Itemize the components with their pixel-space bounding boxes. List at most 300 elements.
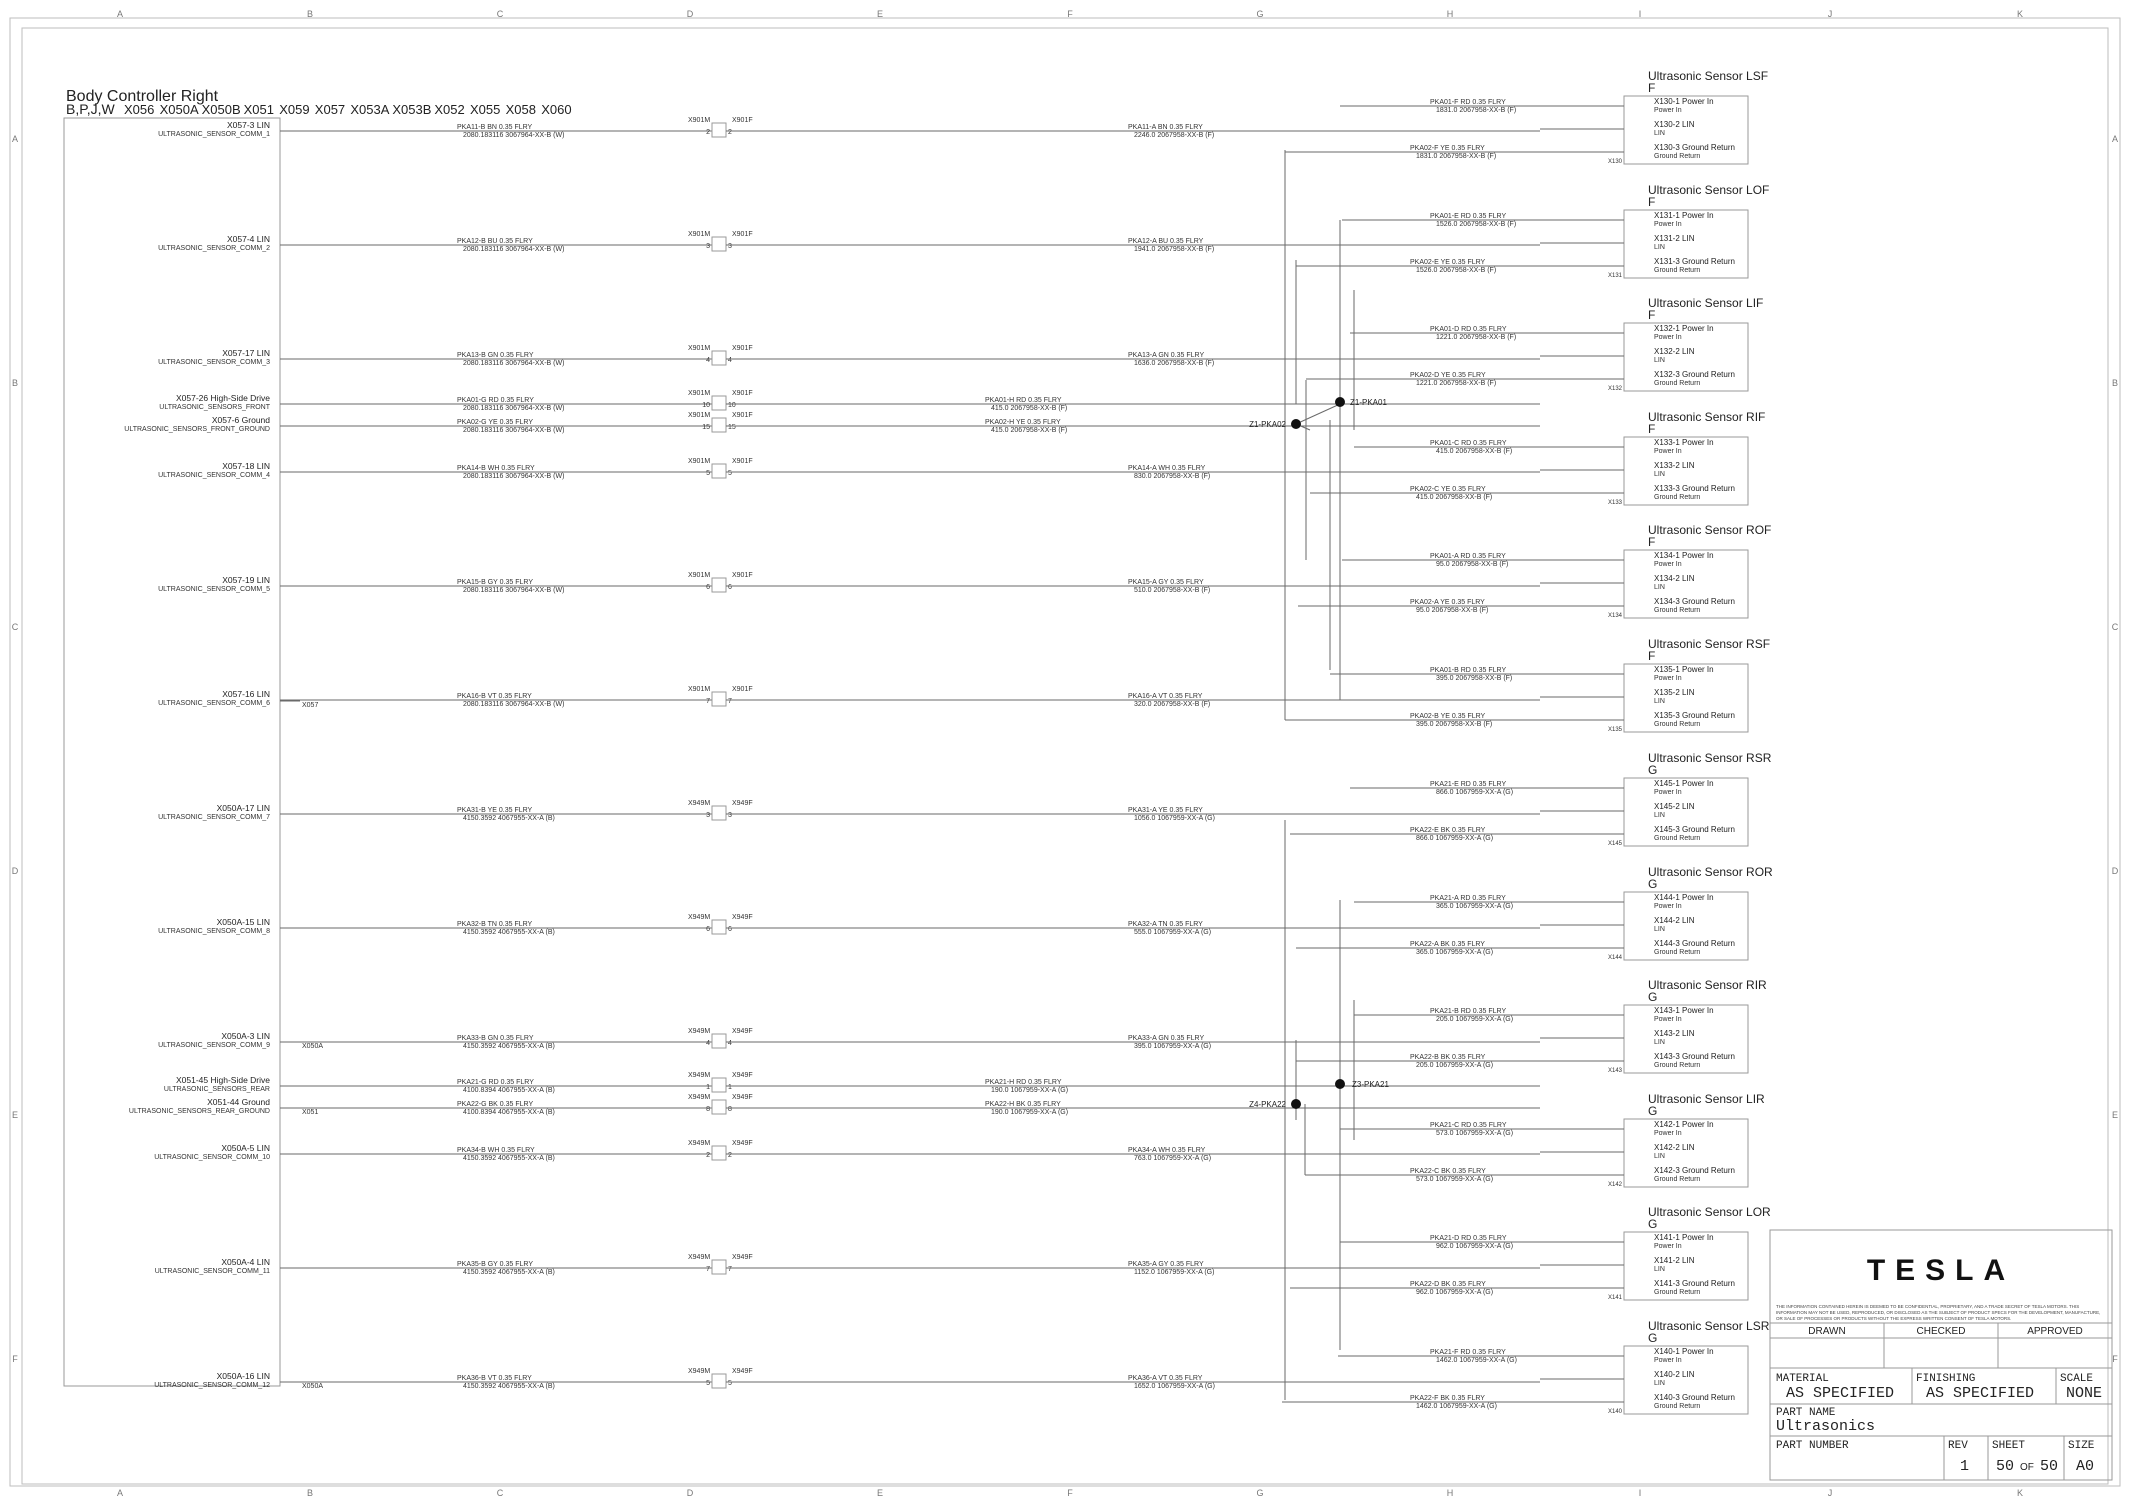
grid-col-bottom-label: E (876, 1488, 884, 1498)
tesla-logo: TESLA (1866, 1254, 2016, 1287)
sensor-ground-wire-spec: PKA02-F YE 0.35 FLRY (1410, 145, 1485, 152)
sensor-pin-2-sub: LIN (1654, 244, 1665, 251)
sensor-pin-3-sub: Ground Return (1654, 494, 1701, 501)
inline-connector-male: X949M (688, 1140, 711, 1147)
ultrasonic-sensor (1290, 751, 1772, 847)
inline-connector-male: X949M (688, 1028, 711, 1035)
ultrasonic-sensor (1285, 69, 1768, 165)
wire-length-right: 510.0 2067958-XX-B (F) (1134, 587, 1211, 594)
signal-name: ULTRASONIC_SENSOR_COMM_3 (158, 359, 270, 366)
circuit-row (159, 390, 1540, 412)
inline-pin-female: 5 (728, 1380, 732, 1387)
inline-connector-female: X901F (732, 231, 753, 238)
wire-length-left: 4100.8394 4067955-XX-A (B) (463, 1087, 555, 1094)
sensor-pin-3: X131-3 Ground Return (1654, 257, 1735, 266)
inline-connector-male: X901M (688, 572, 711, 579)
sensor-grid-ref: F (1648, 535, 1656, 549)
sensor-ground-wire-length: 95.0 2067958-XX-B (F) (1416, 607, 1489, 614)
inline-pin-male: 5 (706, 470, 710, 477)
signal-name: ULTRASONIC_SENSORS_FRONT_GROUND (124, 426, 270, 433)
drawn-label: DRAWN (1808, 1326, 1846, 1337)
grid-col-bottom-label: D (686, 1488, 694, 1498)
splice-rear-power-dot (1335, 1079, 1345, 1089)
sensor-pin-3-sub: Ground Return (1654, 380, 1701, 387)
sensor-pin-3-sub: Ground Return (1654, 1062, 1701, 1069)
controller-pin-label: X050A-16 LIN (216, 1371, 270, 1381)
wire-length-right: 555.0 1067959-XX-A (G) (1134, 929, 1212, 936)
sensor-ground-wire-length: 415.0 2067958-XX-B (F) (1416, 494, 1493, 501)
sensor-pin-3: X135-3 Ground Return (1654, 711, 1735, 720)
ultrasonic-sensor (1282, 1319, 1770, 1415)
wire-spec-right: PKA13-A GN 0.35 FLRY (1128, 352, 1205, 359)
wire-spec-left: PKA15-B GY 0.35 FLRY (457, 579, 534, 586)
inline-connector-female: X901F (732, 458, 753, 465)
signal-name: ULTRASONIC_SENSOR_COMM_6 (158, 700, 270, 707)
approved-label: APPROVED (2027, 1326, 2083, 1337)
inline-pin-female: 1 (728, 1084, 732, 1091)
sensor-grid-ref: F (1648, 649, 1656, 663)
inline-pin-male: 15 (702, 424, 710, 431)
inline-connector-symbol (712, 1100, 726, 1114)
controller-pin-label: X057-26 High-Side Drive (175, 393, 270, 403)
wire-spec-right: PKA16-A VT 0.35 FLRY (1128, 693, 1203, 700)
inline-connector-male: X949M (688, 1368, 711, 1375)
wire-length-right: 415.0 2067958-XX-B (F) (991, 427, 1068, 434)
sensor-pin-1: X133-1 Power In (1654, 438, 1714, 447)
ultrasonic-sensor (1306, 296, 1763, 392)
sensor-ground-wire-length: 962.0 1067959-XX-A (G) (1416, 1289, 1494, 1296)
sensor-pin-1: X145-1 Power In (1654, 779, 1714, 788)
inline-connector-symbol (712, 578, 726, 592)
drawing-frame (10, 18, 2120, 1486)
wire-spec-left: PKA21-G RD 0.35 FLRY (457, 1079, 534, 1086)
controller-variants: B,P,J,W (66, 101, 115, 117)
inline-pin-male: 10 (702, 402, 710, 409)
wire-length-left: 2080.183116 3067964-XX-B (W) (463, 701, 565, 708)
sensor-power-wire-length: 395.0 2067958-XX-B (F) (1436, 675, 1513, 682)
controller-connector-label: X055 (470, 102, 501, 117)
sensor-pin-2-sub: LIN (1654, 584, 1665, 591)
sensor-title: Ultrasonic Sensor RIR (1648, 978, 1767, 992)
wire-length-left: 4150.3592 4067955-XX-A (B) (463, 815, 555, 822)
sensor-connector-id: X144 (1608, 955, 1623, 961)
sensor-pin-1-sub: Power In (1654, 1357, 1682, 1364)
circuit-row (158, 686, 1540, 708)
grid-row-right-label: B (2111, 378, 2119, 388)
ultrasonic-sensor (1290, 1205, 1771, 1301)
inline-pin-male: 6 (706, 926, 710, 933)
material-label: MATERIAL (1776, 1373, 1829, 1385)
inline-connector-symbol (712, 123, 726, 137)
inline-pin-male: 8 (706, 1106, 710, 1113)
grid-row-labels-left (12, 134, 19, 1364)
controller-connector-label: X059 (279, 102, 310, 117)
sensor-power-wire-length: 205.0 1067959-XX-A (G) (1436, 1016, 1514, 1023)
sensor-pin-2-sub: LIN (1654, 1266, 1665, 1273)
grid-row-right-label: F (2112, 1354, 2118, 1364)
sensor-power-wire-length: 866.0 1067959-XX-A (G) (1436, 789, 1514, 796)
sensor-pin-1-sub: Power In (1654, 789, 1682, 796)
sensor-pin-1: X131-1 Power In (1654, 211, 1714, 220)
grid-col-top-label: G (1256, 9, 1264, 19)
sensor-title: Ultrasonic Sensor LSR (1648, 1319, 1770, 1333)
sensor-grid-ref: G (1648, 877, 1658, 891)
sensor-power-wire-spec: PKA21-A RD 0.35 FLRY (1430, 895, 1506, 902)
inline-pin-male: 4 (706, 1040, 710, 1047)
wire-length-right: 2246.0 2067958-XX-B (F) (1134, 132, 1215, 139)
sensor-ground-wire-length: 1221.0 2067958-XX-B (F) (1416, 380, 1497, 387)
wire-spec-right: PKA11-A BN 0.35 FLRY (1128, 124, 1203, 131)
grid-row-labels-right (2112, 134, 2119, 1364)
ultrasonic-sensor (1296, 865, 1773, 961)
sensor-power-wire-length: 573.0 1067959-XX-A (G) (1436, 1130, 1514, 1137)
sensor-pin-1-sub: Power In (1654, 107, 1682, 114)
inline-pin-female: 8 (728, 1106, 732, 1113)
inline-connector-female: X949F (732, 1072, 753, 1079)
inline-connector-male: X949M (688, 1094, 711, 1101)
sensor-power-wire-spec: PKA01-B RD 0.35 FLRY (1430, 667, 1507, 674)
wire-spec-left: PKA32-B TN 0.35 FLRY (457, 921, 533, 928)
inline-pin-male: 3 (706, 243, 710, 250)
signal-name: ULTRASONIC_SENSOR_COMM_8 (158, 928, 270, 935)
inline-connector-female: X949F (732, 914, 753, 921)
rev-value: 1 (1960, 1458, 1970, 1475)
rev-label: REV (1948, 1440, 1968, 1452)
signal-name: ULTRASONIC_SENSORS_FRONT (159, 404, 270, 411)
grid-col-bottom-label: B (306, 1488, 314, 1498)
circuit-row (158, 231, 1540, 253)
controller-pin-label: X050A-17 LIN (216, 803, 270, 813)
sensor-grid-ref: F (1648, 308, 1656, 322)
wire-length-left: 4150.3592 4067955-XX-A (B) (463, 929, 555, 936)
inline-pin-female: 10 (728, 402, 736, 409)
inline-pin-female: 2 (728, 1152, 732, 1159)
splice-front-power-dot (1335, 397, 1345, 407)
sensor-pin-2-sub: LIN (1654, 471, 1665, 478)
sensor-ground-wire-length: 573.0 1067959-XX-A (G) (1416, 1176, 1494, 1183)
sensor-ground-wire-spec: PKA02-B YE 0.35 FLRY (1410, 713, 1486, 720)
inline-connector-male: X901M (688, 231, 711, 238)
sensor-pin-3: X141-3 Ground Return (1654, 1279, 1735, 1288)
inline-connector-female: X949F (732, 1094, 753, 1101)
inline-connector-male: X949M (688, 800, 711, 807)
sensor-power-wire-spec: PKA01-F RD 0.35 FLRY (1430, 99, 1506, 106)
sensor-column (1282, 69, 1773, 1415)
sensor-pin-1: X141-1 Power In (1654, 1233, 1714, 1242)
sensor-pin-2: X141-2 LIN (1654, 1256, 1695, 1265)
sensor-ground-wire-length: 395.0 2067958-XX-B (F) (1416, 721, 1493, 728)
grid-col-bottom-label: H (1446, 1488, 1454, 1498)
inline-connector-symbol (712, 396, 726, 410)
sensor-ground-wire-spec: PKA02-C YE 0.35 FLRY (1410, 486, 1486, 493)
sensor-pin-3: X133-3 Ground Return (1654, 484, 1735, 493)
sensor-connector-id: X143 (1608, 1068, 1623, 1074)
sensor-title: Ultrasonic Sensor LSF (1648, 69, 1769, 83)
inline-connector-female: X949F (732, 800, 753, 807)
disclaimer-line-2: INFORMATION MAY NOT BE USED, REPRODUCED, OR DISCLOSED AS THE SUBJECT OF PRODUCT SPECS FOR THE DEVELOPMENT, MANUFACTURE, (1776, 1310, 2101, 1315)
controller-connector-label: X050A (159, 102, 199, 117)
inline-connector-female: X949F (732, 1028, 753, 1035)
wire-spec-left: PKA31-B YE 0.35 FLRY (457, 807, 533, 814)
circuit-row (158, 458, 1540, 480)
controller-connector-label: X052 (434, 102, 465, 117)
sensor-grid-ref: G (1648, 990, 1658, 1004)
inline-pin-male: 7 (706, 1266, 710, 1273)
inline-connector-female: X901F (732, 572, 753, 579)
inline-connector-symbol (712, 237, 726, 251)
controller-pin-label: X050A-4 LIN (221, 1257, 270, 1267)
grid-col-bottom-label: A (116, 1488, 124, 1498)
inline-connector-male: X901M (688, 345, 711, 352)
sensor-ground-wire-spec: PKA02-A YE 0.35 FLRY (1410, 599, 1485, 606)
inline-pin-female: 5 (728, 470, 732, 477)
sensor-title: Ultrasonic Sensor RSR (1648, 751, 1772, 765)
controller-pin-label: X051-44 Ground (207, 1097, 270, 1107)
inline-pin-male: 1 (706, 1084, 710, 1091)
signal-name: ULTRASONIC_SENSOR_COMM_7 (158, 814, 270, 821)
wire-length-right: 1941.0 2067958-XX-B (F) (1134, 246, 1215, 253)
sensor-pin-3-sub: Ground Return (1654, 1403, 1701, 1410)
circuit-row (164, 1072, 1540, 1094)
front-power-join (1296, 404, 1340, 424)
wire-length-right: 395.0 1067959-XX-A (G) (1134, 1043, 1212, 1050)
inline-pin-male: 5 (706, 1380, 710, 1387)
sensor-pin-3-sub: Ground Return (1654, 153, 1701, 160)
wire-spec-left: PKA01-G RD 0.35 FLRY (457, 397, 534, 404)
sensor-pin-3: X130-3 Ground Return (1654, 143, 1735, 152)
ultrasonic-sensor (1296, 978, 1767, 1074)
wire-length-right: 1056.0 1067959-XX-A (G) (1134, 815, 1215, 822)
signal-name: ULTRASONIC_SENSOR_COMM_12 (154, 1382, 270, 1389)
controller-box[interactable] (64, 118, 280, 1386)
sensor-connector-id: X134 (1608, 613, 1623, 619)
sensor-title: Ultrasonic Sensor RSF (1648, 637, 1771, 651)
wire-spec-right: PKA01-H RD 0.35 FLRY (985, 397, 1062, 404)
sensor-pin-1-sub: Power In (1654, 448, 1682, 455)
wire-length-right: 1652.0 1067959-XX-A (G) (1134, 1383, 1215, 1390)
sensor-pin-1: X142-1 Power In (1654, 1120, 1714, 1129)
sensor-grid-ref: F (1648, 195, 1656, 209)
inline-connector-male: X901M (688, 458, 711, 465)
sensor-pin-3-sub: Ground Return (1654, 607, 1701, 614)
sensor-pin-3: X143-3 Ground Return (1654, 1052, 1735, 1061)
sensor-pin-3-sub: Ground Return (1654, 949, 1701, 956)
inline-connector-symbol (712, 1374, 726, 1388)
splice-rear-power-label: Z3-PKA21 (1352, 1080, 1389, 1089)
sensor-ground-wire-spec: PKA22-A BK 0.35 FLRY (1410, 941, 1485, 948)
disclaimer-line-3: OR SALE OF PROCESSES OR PRODUCTS WITHOUT THE EXPRESS WRITTEN CONSENT OF TESLA MOTORS. (1776, 1316, 2012, 1321)
wire-length-right: 830.0 2067958-XX-B (F) (1134, 473, 1211, 480)
sensor-pin-3: X145-3 Ground Return (1654, 825, 1735, 834)
sensor-power-wire-spec: PKA21-E RD 0.35 FLRY (1430, 781, 1507, 788)
grid-row-left-label: D (11, 866, 19, 876)
sensor-pin-2-sub: LIN (1654, 1153, 1665, 1160)
sensor-connector-id: X142 (1608, 1182, 1623, 1188)
controller-connector-label: X057 (314, 102, 346, 117)
wire-spec-right: PKA32-A TN 0.35 FLRY (1128, 921, 1203, 928)
grid-row-right-label: C (2111, 622, 2119, 632)
material-value: AS SPECIFIED (1786, 1385, 1895, 1402)
circuit-row (129, 1094, 1540, 1116)
sensor-connector-id: X145 (1608, 841, 1623, 847)
inline-connector-male: X949M (688, 1072, 711, 1079)
sensor-pin-2-sub: LIN (1654, 357, 1665, 364)
sheet-of: OF (2020, 1462, 2034, 1473)
inline-pin-female: 7 (728, 1266, 732, 1273)
grid-row-right-label: A (2111, 134, 2119, 144)
inline-connector-female: X901F (732, 412, 753, 419)
sensor-power-wire-spec: PKA21-D RD 0.35 FLRY (1430, 1235, 1507, 1242)
sensor-power-wire-length: 1221.0 2067958-XX-B (F) (1436, 334, 1517, 341)
controller-pin-label: X057-19 LIN (222, 575, 270, 585)
wire-spec-right: PKA15-A GY 0.35 FLRY (1128, 579, 1204, 586)
sensor-pin-1-sub: Power In (1654, 561, 1682, 568)
controller-pin-label: X050A-5 LIN (221, 1143, 270, 1153)
signal-name: ULTRASONIC_SENSOR_COMM_11 (154, 1268, 270, 1275)
inline-connector-male: X901M (688, 390, 711, 397)
ultrasonic-sensor (1285, 637, 1770, 733)
grid-col-top-label: J (1827, 9, 1833, 19)
inline-connector-male: X901M (688, 686, 711, 693)
wire-length-left: 2080.183116 3067964-XX-B (W) (463, 427, 565, 434)
sensor-connector-id: X140 (1608, 1409, 1623, 1415)
ultrasonic-sensor (1310, 410, 1765, 506)
sensor-grid-ref: G (1648, 1217, 1658, 1231)
sensor-pin-2: X140-2 LIN (1654, 1370, 1695, 1379)
checked-label: CHECKED (1916, 1326, 1966, 1337)
finishing-label: FINISHING (1916, 1373, 1976, 1385)
sensor-pin-3: X134-3 Ground Return (1654, 597, 1735, 606)
title-block (1770, 1230, 2112, 1480)
ultrasonic-sensor (1305, 1092, 1765, 1188)
grid-row-left-label: B (11, 378, 19, 388)
sensor-pin-2-sub: LIN (1654, 812, 1665, 819)
wire-length-right: 1152.0 1067959-XX-A (G) (1134, 1269, 1215, 1276)
sensor-title: Ultrasonic Sensor LOR (1648, 1205, 1771, 1219)
wire-length-left: 2080.183116 3067964-XX-B (W) (463, 473, 565, 480)
sensor-pin-3: X140-3 Ground Return (1654, 1393, 1735, 1402)
sensor-ground-wire-spec: PKA02-E YE 0.35 FLRY (1410, 259, 1486, 266)
sensor-power-wire-spec: PKA01-C RD 0.35 FLRY (1430, 440, 1507, 447)
wire-spec-right: PKA02-H YE 0.35 FLRY (985, 419, 1061, 426)
sensor-pin-3-sub: Ground Return (1654, 267, 1701, 274)
sensor-pin-1-sub: Power In (1654, 1016, 1682, 1023)
sensor-pin-2-sub: LIN (1654, 1380, 1665, 1387)
wire-length-left: 4150.3592 4067955-XX-A (B) (463, 1155, 555, 1162)
sensor-ground-wire-length: 205.0 1067959-XX-A (G) (1416, 1062, 1494, 1069)
inline-pin-male: 2 (706, 129, 710, 136)
inline-connector-symbol (712, 806, 726, 820)
grid-col-top-label: B (306, 9, 314, 19)
inline-connector-female: X949F (732, 1254, 753, 1261)
inline-pin-female: 2 (728, 129, 732, 136)
controller-pin-label: X057-6 Ground (211, 415, 270, 425)
wire-length-left: 4150.3592 4067955-XX-A (B) (463, 1043, 555, 1050)
sensor-power-wire-spec: PKA01-E RD 0.35 FLRY (1430, 213, 1507, 220)
inline-pin-female: 3 (728, 243, 732, 250)
sensor-pin-1: X130-1 Power In (1654, 97, 1714, 106)
sensor-power-wire-length: 1831.0 2067958-XX-B (F) (1436, 107, 1517, 114)
wire-length-right: 1636.0 2067958-XX-B (F) (1134, 360, 1215, 367)
size-label: SIZE (2068, 1440, 2095, 1452)
wire-spec-right: PKA12-A BU 0.35 FLRY (1128, 238, 1204, 245)
sensor-pin-1: X144-1 Power In (1654, 893, 1714, 902)
sensor-title: Ultrasonic Sensor ROR (1648, 865, 1773, 879)
inline-connector-symbol (712, 418, 726, 432)
wire-length-right: 763.0 1067959-XX-A (G) (1134, 1155, 1212, 1162)
inline-connector-symbol (712, 1078, 726, 1092)
sensor-power-wire-length: 1526.0 2067958-XX-B (F) (1436, 221, 1517, 228)
controller-title: Body Controller Right (66, 88, 219, 105)
controller-pin-label: X057-4 LIN (227, 234, 270, 244)
sensor-ground-wire-length: 866.0 1067959-XX-A (G) (1416, 835, 1494, 842)
circuit-row (158, 914, 1540, 936)
grid-col-top-label: H (1446, 9, 1454, 19)
sensor-pin-2-sub: LIN (1654, 130, 1665, 137)
wire-spec-left: PKA12-B BU 0.35 FLRY (457, 238, 533, 245)
controller-pin-label: X050A-3 LIN (221, 1031, 270, 1041)
inline-connector-symbol (712, 1034, 726, 1048)
circuit-row (154, 1140, 1540, 1162)
grid-row-left-label: F (12, 1354, 18, 1364)
sensor-ground-wire-spec: PKA22-D BK 0.35 FLRY (1410, 1281, 1486, 1288)
sensor-pin-2: X133-2 LIN (1654, 461, 1695, 470)
wire-length-right: 415.0 2067958-XX-B (F) (991, 405, 1068, 412)
signal-name: ULTRASONIC_SENSOR_COMM_1 (158, 131, 270, 138)
splice-front-ground-label: Z1-PKA02 (1249, 420, 1286, 429)
controller-connector-label: X051 (243, 102, 274, 117)
sensor-pin-2: X145-2 LIN (1654, 802, 1695, 811)
signal-name: ULTRASONIC_SENSORS_REAR_GROUND (128, 1108, 270, 1115)
inline-pin-female: 3 (728, 812, 732, 819)
sensor-pin-1: X132-1 Power In (1654, 324, 1714, 333)
inline-pin-male: 6 (706, 584, 710, 591)
grid-row-right-label: D (2111, 866, 2119, 876)
inline-connector-symbol (712, 692, 726, 706)
sensor-pin-2: X134-2 LIN (1654, 574, 1695, 583)
wire-spec-right: PKA35-A GY 0.35 FLRY (1128, 1261, 1204, 1268)
circuit-row (158, 572, 1540, 594)
sensor-pin-3: X132-3 Ground Return (1654, 370, 1735, 379)
circuit-row (155, 1254, 1540, 1276)
inline-pin-female: 15 (728, 424, 736, 431)
sensor-pin-2: X135-2 LIN (1654, 688, 1695, 697)
sensor-power-wire-spec: PKA01-D RD 0.35 FLRY (1430, 326, 1507, 333)
controller-connector-label: X058 (505, 102, 536, 117)
size-value: A0 (2076, 1458, 2095, 1475)
wire-spec-left: PKA16-B VT 0.35 FLRY (457, 693, 532, 700)
sensor-pin-2: X132-2 LIN (1654, 347, 1695, 356)
circuit-row (154, 1368, 1540, 1390)
sensor-power-wire-spec: PKA21-C RD 0.35 FLRY (1430, 1122, 1507, 1129)
grid-col-bottom-label: G (1256, 1488, 1264, 1498)
inline-connector-female: X901F (732, 117, 753, 124)
connector-shell-label: X050A (302, 1383, 324, 1390)
inline-connector-symbol (712, 464, 726, 478)
signal-name: ULTRASONIC_SENSOR_COMM_2 (158, 245, 270, 252)
sensor-ground-wire-length: 1526.0 2067958-XX-B (F) (1416, 267, 1497, 274)
controller-connector-label: X060 (541, 102, 572, 117)
sensor-title: Ultrasonic Sensor RIF (1648, 410, 1766, 424)
sensor-pin-2: X144-2 LIN (1654, 916, 1695, 925)
part-name-label: PART NAME (1776, 1407, 1836, 1419)
controller-connector-label: X050B (201, 102, 241, 117)
sensor-pin-1-sub: Power In (1654, 903, 1682, 910)
sensor-pin-1-sub: Power In (1654, 221, 1682, 228)
inline-pin-female: 4 (728, 1040, 732, 1047)
sensor-pin-2: X143-2 LIN (1654, 1029, 1695, 1038)
wire-spec-right: PKA34-A WH 0.35 FLRY (1128, 1147, 1206, 1154)
